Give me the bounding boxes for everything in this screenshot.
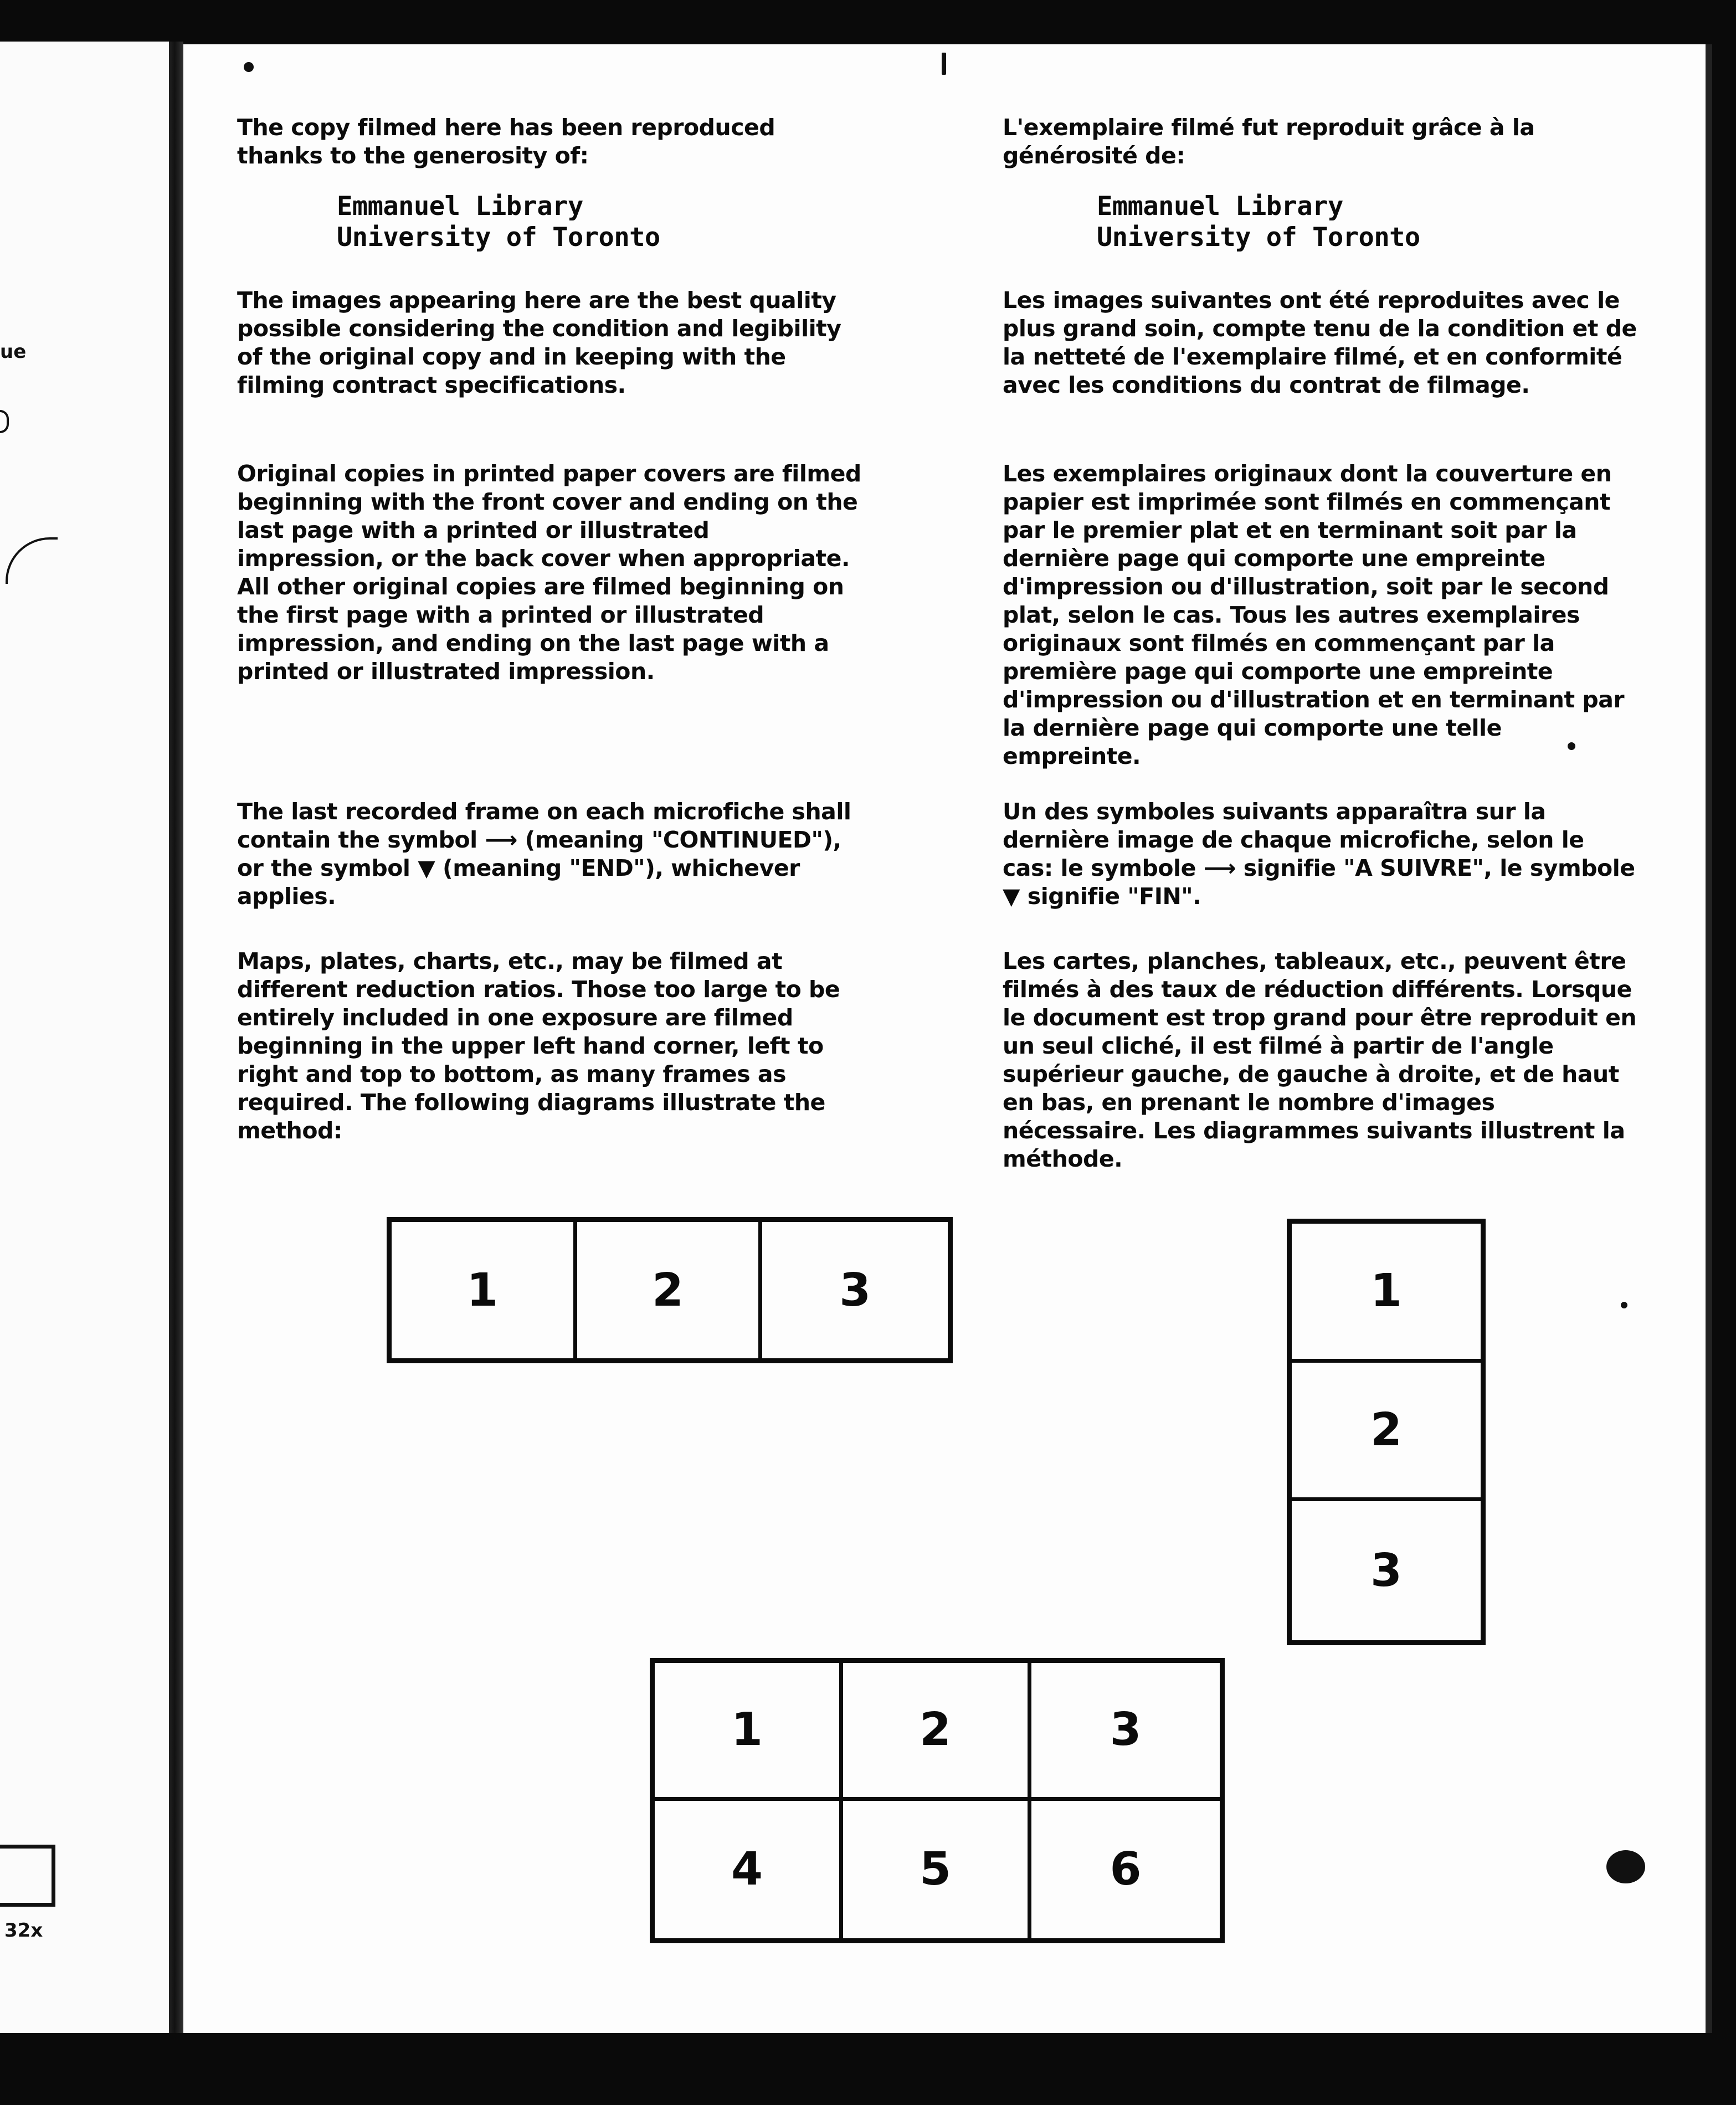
adjacent-page-strip <box>0 42 169 2033</box>
diagram-grid-sequence <box>650 1658 1225 1943</box>
margin-text-fragment: ue <box>0 341 27 363</box>
frame-cell: 3 <box>1370 1544 1403 1598</box>
reduction-box <box>0 1845 55 1907</box>
english-originals-paragraph: Original copies in printed paper covers are filmed beginning with the front cover and ending on the last page with a printed or illustrated impression, or the back cover when appropriate. All other original copies are filmed beginning on the first page with a printed or illustrated impression, and ending on the last page with a printed or illustrated impression. <box>237 460 861 685</box>
diagram-vertical-sequence <box>1287 1219 1486 1645</box>
diagram-horizontal-sequence <box>387 1217 953 1363</box>
english-symbols-paragraph: The last recorded frame on each microfiche shall contain the symbol ⟶ (meaning "CONTINUED"), or the symbol ▼ (meaning "END"), whichever applies. <box>237 798 851 910</box>
french-originals-paragraph: Les exemplaires originaux dont la couverture en papier est imprimée sont filmés en commençant par le premier plat et en terminant soit par la dernière page qui comporte une empreinte d'impression ou d'illustration, soit par le second plat, selon le cas. Tous les autres exemplaires originaux sont filmés en commençant par la première page qui comporte une empreinte d'impression ou d'illustration et en terminant par la dernière page qui comporte une telle empreinte. <box>1003 460 1625 769</box>
film-speck <box>1621 1302 1627 1308</box>
frame-cell: 1 <box>392 1222 577 1358</box>
reduction-ratio-label: 32x <box>4 1919 43 1942</box>
frame-cell: 2 <box>577 1222 763 1358</box>
frame-cell: 1 <box>1292 1224 1481 1363</box>
french-library-name: Emmanuel Library <box>1097 191 1343 222</box>
margin-mark <box>0 410 9 433</box>
film-speck <box>244 62 254 72</box>
frame-cell: 2 <box>1292 1363 1481 1502</box>
frame-cell: 4 <box>655 1801 843 1939</box>
frame-cell: 3 <box>1031 1663 1220 1801</box>
frame-cell: 6 <box>1110 1843 1142 1896</box>
film-speck <box>942 53 946 75</box>
frame-cell: 2 <box>843 1663 1031 1801</box>
page-edge <box>1706 44 1712 2033</box>
film-speck <box>1606 1850 1645 1883</box>
french-quality-paragraph: Les images suivantes ont été reproduites avec le plus grand soin, compte tenu de la condition et de la netteté de l'exemplaire filmé, et en conformité avec les conditions du contrat de filmage. <box>1003 287 1637 398</box>
french-library-university: University of Toronto <box>1097 222 1420 253</box>
english-maps-paragraph: Maps, plates, charts, etc., may be filmed at different reduction ratios. Those too large to be entirely included in one exposure are filmed beginning in the upper left hand corner, left to right and top to bottom, as many frames as required. The following diagrams illustrate the method: <box>237 948 840 1144</box>
film-speck <box>1568 742 1575 750</box>
frame-cell: 3 <box>839 1264 871 1317</box>
margin-mark <box>6 537 58 584</box>
english-library-university: University of Toronto <box>337 222 660 253</box>
page-fold <box>169 42 183 2033</box>
french-maps-paragraph: Les cartes, planches, tableaux, etc., peuvent être filmés à des taux de réduction différents. Lorsque le document est trop grand pour être reproduit en un seul cliché, il est filmé à partir de l'angle supérieur gauche, de gauche à droite, et de haut en bas, en prenant le nombre d'images nécessaire. Les diagrammes suivants illustrent la méthode. <box>1003 948 1637 1172</box>
frame-cell: 1 <box>655 1663 843 1801</box>
english-quality-paragraph: The images appearing here are the best quality possible considering the condition and legibility of the original copy and in keeping with the filming contract specifications. <box>237 287 841 398</box>
french-intro: L'exemplaire filmé fut reproduit grâce à la générosité de: <box>1003 114 1535 169</box>
frame-cell: 5 <box>843 1801 1031 1939</box>
french-symbols-paragraph: Un des symboles suivants apparaîtra sur la dernière image de chaque microfiche, selon le cas: le symbole ⟶ signifie "A SUIVRE", le symbole ▼ signifie "FIN". <box>1003 798 1635 910</box>
english-library-name: Emmanuel Library <box>337 191 583 222</box>
english-intro: The copy filmed here has been reproduced thanks to the generosity of: <box>237 114 775 169</box>
